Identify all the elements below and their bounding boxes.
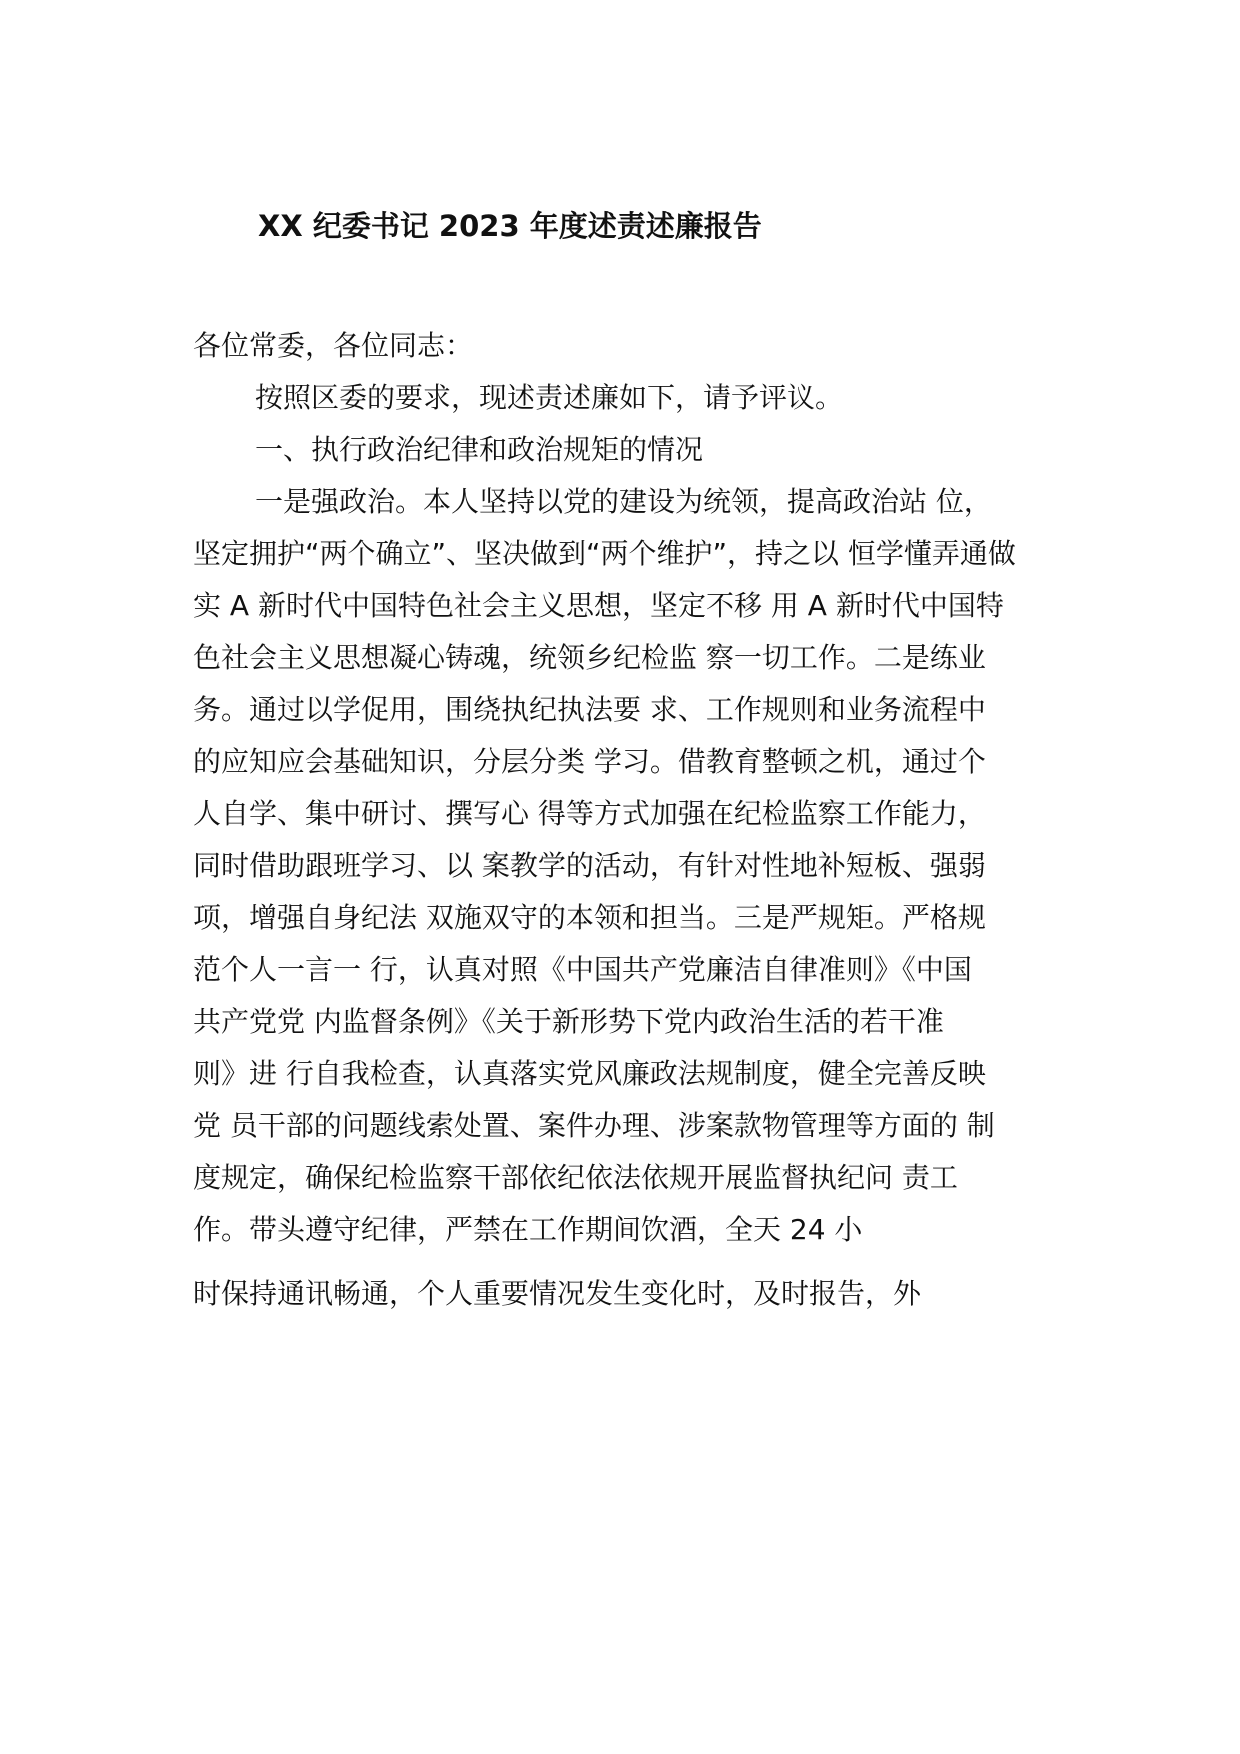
paragraph-line: 作。带头遵守纪律，严禁在工作期间饮酒，全天 24 小	[193, 1213, 863, 1246]
document-title: XX 纪委书记 2023 年度述责述廉报告	[258, 209, 762, 243]
intro-paragraph: 按照区委的要求，现述责述廉如下，请予评议。	[255, 381, 844, 414]
paragraph-line: 坚定拥护“两个确立”、坚决做到“两个维护”，持之以 恒学懂弄通做	[193, 537, 1016, 570]
paragraph-line: 实 A 新时代中国特色社会主义思想，坚定不移 用 A 新时代中国特	[193, 589, 1004, 622]
document-body	[193, 320, 1073, 1320]
paragraph-line: 一是强政治。本人坚持以党的建设为统领，提高政治站 位，	[255, 485, 992, 518]
paragraph-line: 度规定，确保纪检监察干部依纪依法依规开展监督执纪问 责工	[193, 1161, 958, 1194]
paragraph-line: 项，增强自身纪法 双施双守的本领和担当。三是严规矩。严格规	[193, 901, 986, 934]
paragraph-line: 同时借助跟班学习、以 案教学的活动，有针对性地补短板、强弱	[193, 849, 986, 882]
paragraph-last-line: 时保持通讯畅通，个人重要情况发生变化时，及时报告，外	[193, 1277, 922, 1310]
paragraph-line: 范个人一言一 行，认真对照《中国共产党廉洁自律准则》《中国	[193, 953, 972, 986]
section-heading: 一、执行政治纪律和政治规矩的情况	[255, 433, 704, 466]
paragraph-line: 则》进 行自我检查，认真落实党风廉政法规制度，健全完善反映	[193, 1057, 986, 1090]
paragraph-line: 共产党党 内监督条例》《关于新形势下党内政治生活的若干准	[193, 1005, 944, 1038]
paragraph-line: 务。通过以学促用，围绕执纪执法要 求、工作规则和业务流程中	[193, 693, 986, 726]
salutation: 各位常委，各位同志：	[193, 329, 474, 362]
paragraph-line: 人自学、集中研讨、撰写心 得等方式加强在纪检监察工作能力，	[193, 797, 986, 830]
paragraph-line: 党 员干部的问题线索处置、案件办理、涉案款物管理等方面的 制	[193, 1109, 995, 1142]
paragraph-line: 色社会主义思想凝心铸魂，统领乡纪检监 察一切工作。二是练业	[193, 641, 986, 674]
paragraph-line: 的应知应会基础知识，分层分类 学习。借教育整顿之机，通过个	[193, 745, 986, 778]
